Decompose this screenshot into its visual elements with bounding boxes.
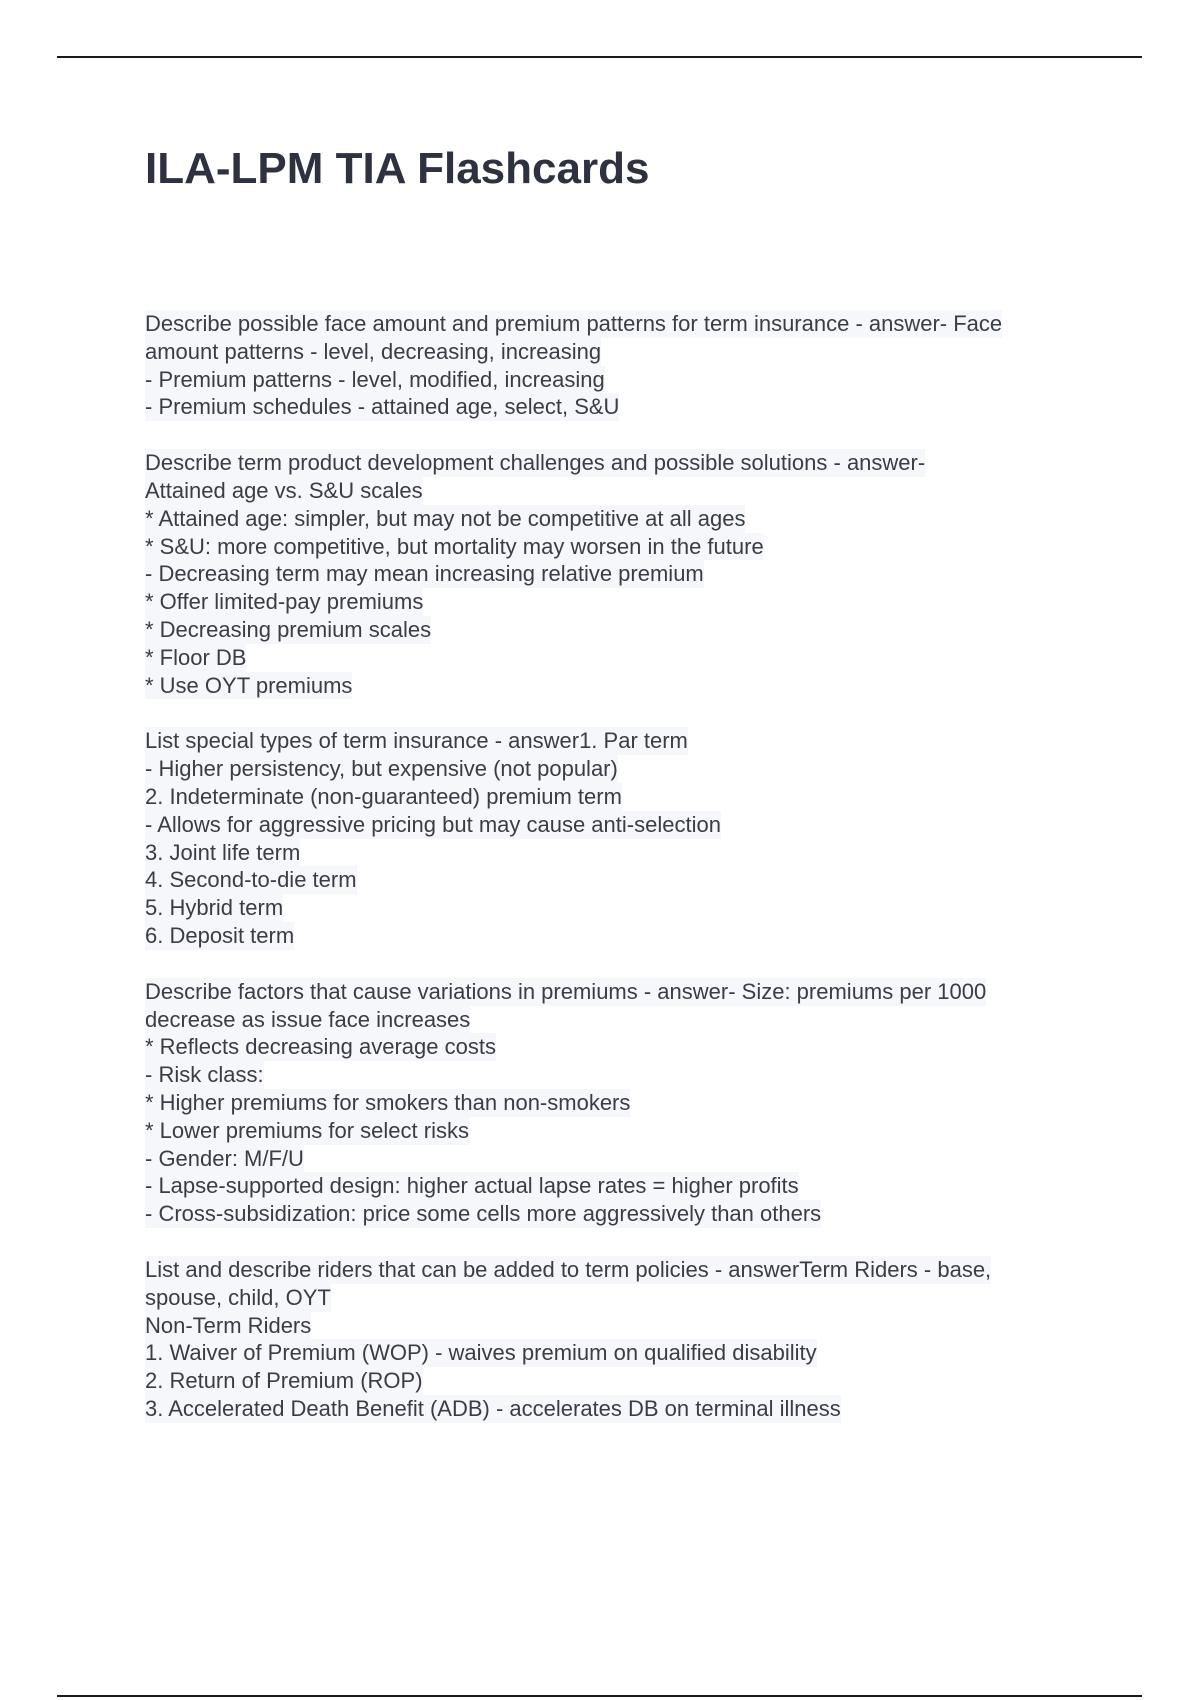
flashcard bbox=[145, 1256, 1095, 1423]
card-line: - Decreasing term may mean increasing relative premium bbox=[145, 561, 704, 587]
bottom-rule bbox=[57, 1695, 1142, 1697]
top-rule bbox=[57, 56, 1142, 58]
document-title: ILA-LPM TIA Flashcards bbox=[145, 144, 650, 193]
flashcard bbox=[145, 449, 1095, 699]
card-line: - Premium patterns - level, modified, increasing bbox=[145, 366, 605, 392]
flashcard bbox=[145, 978, 1095, 1228]
card-line: * Lower premiums for select risks bbox=[145, 1117, 469, 1143]
card-line: 3. Accelerated Death Benefit (ADB) - accelerates DB on terminal illness bbox=[145, 1395, 841, 1421]
card-line: * Reflects decreasing average costs bbox=[145, 1034, 496, 1060]
card-line: - Risk class: bbox=[145, 1062, 264, 1088]
card-line: Describe factors that cause variations in premiums - answer- Size: premiums per 1000 bbox=[145, 978, 987, 1004]
card-line: 2. Return of Premium (ROP) bbox=[145, 1368, 423, 1394]
card-line: - Lapse-supported design: higher actual lapse rates = higher profits bbox=[145, 1173, 799, 1199]
card-line: List special types of term insurance - answer1. Par term bbox=[145, 728, 688, 754]
card-line: 6. Deposit term bbox=[145, 922, 295, 948]
card-line: spouse, child, OYT bbox=[145, 1284, 331, 1310]
card-line: * Decreasing premium scales bbox=[145, 616, 432, 642]
card-line: 3. Joint life term bbox=[145, 839, 301, 865]
card-line: Describe term product development challenges and possible solutions - answer- bbox=[145, 450, 926, 476]
card-line: 1. Waiver of Premium (WOP) - waives premium on qualified disability bbox=[145, 1340, 817, 1366]
card-line: 5. Hybrid term bbox=[145, 895, 284, 921]
card-line: * Floor DB bbox=[145, 644, 247, 670]
card-line: * Attained age: simpler, but may not be competitive at all ages bbox=[145, 505, 746, 531]
card-line: decrease as issue face increases bbox=[145, 1006, 471, 1032]
card-line: * Higher premiums for smokers than non-smokers bbox=[145, 1089, 631, 1115]
card-line: - Premium schedules - attained age, select, S&U bbox=[145, 394, 620, 420]
card-line: - Allows for aggressive pricing but may cause anti-selection bbox=[145, 811, 721, 837]
card-line: - Higher persistency, but expensive (not popular) bbox=[145, 756, 618, 782]
card-line: 4. Second-to-die term bbox=[145, 867, 357, 893]
card-line: 2. Indeterminate (non-guaranteed) premium term bbox=[145, 783, 622, 809]
card-line: Non-Term Riders bbox=[145, 1312, 312, 1338]
card-line: * S&U: more competitive, but mortality may worsen in the future bbox=[145, 533, 764, 559]
card-line: List and describe riders that can be added to term policies - answerTerm Riders - base, bbox=[145, 1256, 992, 1282]
card-line: - Gender: M/F/U bbox=[145, 1145, 304, 1171]
card-line: - Cross-subsidization: price some cells more aggressively than others bbox=[145, 1201, 822, 1227]
card-line: amount patterns - level, decreasing, increasing bbox=[145, 338, 602, 364]
card-line: * Use OYT premiums bbox=[145, 672, 353, 698]
flashcard bbox=[145, 727, 1095, 949]
card-line: Attained age vs. S&U scales bbox=[145, 477, 423, 503]
card-line: * Offer limited-pay premiums bbox=[145, 589, 424, 615]
flashcard bbox=[145, 310, 1095, 421]
flashcard-list bbox=[145, 310, 1095, 1451]
card-line: Describe possible face amount and premium patterns for term insurance - answer- Face bbox=[145, 311, 1003, 336]
